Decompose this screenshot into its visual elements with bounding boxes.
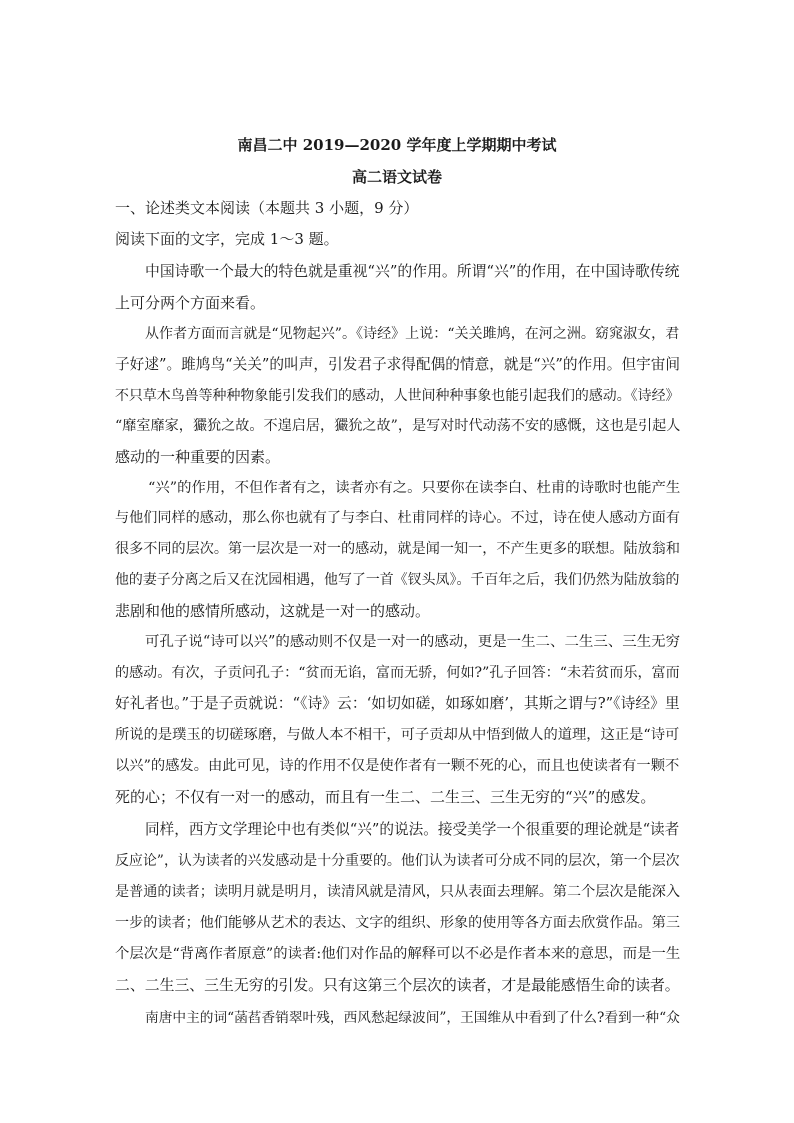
passage-line: 感动的一种重要的因素。: [115, 448, 281, 466]
passage-line: 是普通的读者；读明月就是明月，读清风就是清风，只从表面去理解。第二个层次是能深入: [115, 884, 681, 900]
passage-line: 一步的读者；他们能够从艺术的表达、文字的组织、形象的使用等各方面去欣赏作品。第三: [115, 915, 681, 931]
passage-line: 所说的是璞玉的切磋琢磨，与做人本不相干，可子贡却从中悟到做人的道理，这正是“诗可: [115, 727, 680, 743]
passage-line: 与他们同样的感动，那么你也就有了与李白、杜甫同样的诗心。不过，诗在使人感动方面有: [115, 510, 681, 526]
exam-subtitle: 高二语文试卷: [351, 168, 442, 186]
passage-line: 反应论”，认为读者的兴发感动是十分重要的。他们认为读者可分成不同的层次，第一个层次: [115, 853, 680, 869]
passage-line: “兴”的作用，不但作者有之，读者亦有之。只要你在读李白、杜甫的诗歌时也能产生: [148, 480, 681, 496]
passage-line: 好礼者也。”于是子贡就说：“《诗》云：‘如切如磋，如琢如磨’，其斯之谓与?”《诗经》里: [115, 695, 680, 712]
exam-title: 南昌二中 2019—2020 学年度上学期期中考试: [237, 136, 557, 154]
passage-line: 个层次是“背离作者原意”的读者:他们对作品的解释可以不必是作者本来的意思，而是一生: [115, 946, 681, 962]
passage-line: 他的妻子分离之后又在沈园相遇，他写了一首《钗头凤》。千百年之后，我们仍然为陆放翁的: [115, 572, 680, 588]
passage-line: 南唐中主的词“菡萏香销翠叶残，西风愁起绿波间”，王国维从中看到了什么?看到一种“众: [145, 1010, 680, 1026]
passage-line: 很多不同的层次。第一层次是一对一的感动，就是闻一知一，不产生更多的联想。陆放翁和: [115, 541, 681, 557]
section-heading: 一、论述类文本阅读（本题共 3 小题，9 分）: [115, 199, 419, 217]
instruction-text: 阅读下面的文字，完成 1～3 题。: [115, 230, 339, 248]
passage-line: 可孔子说“诗可以兴”的感动则不仅是一对一的感动，更是一生二、二生三、三生无穷: [145, 634, 681, 650]
passage-line: 子好逑”。雎鸠鸟“关关”的叫声，引发君子求得配偶的情意，就是“兴”的作用。但宇宙间: [115, 356, 681, 373]
passage-line: 悲剧和他的感情所感动，这就是一对一的感动。: [115, 602, 431, 620]
passage-line: 不只草木鸟兽等种种物象能引发我们的感动，人世间种种事象也能引起我们的感动。《诗经》: [115, 388, 680, 404]
passage-line: 死的心；不仅有一对一的感动，而且有一生二、二生三、三生无穷的“兴”的感发。: [115, 788, 656, 806]
passage-line: 同样，西方文学理论中也有类似“兴”的说法。接受美学一个很重要的理论就是“读者: [145, 821, 680, 838]
passage-line: “靡室靡家，玁狁之故。不遑启居，玁狁之故”，是写对时代动荡不安的感慨，这也是引起人: [115, 418, 681, 434]
passage-line: 上可分两个方面来看。: [115, 294, 266, 312]
passage-line: 二、二生三、三生无穷的引发。只有这第三个层次的读者，才是最能感悟生命的读者。: [115, 976, 680, 994]
passage-line: 的感动。有次，子贡问孔子：“贫而无谄，富而无骄，何如?”孔子回答：“未若贫而乐，富而: [115, 665, 680, 681]
passage-line: 从作者方面而言就是“见物起兴”。《诗经》上说：“关关雎鸠，在河之洲。窈窕淑女，君: [145, 326, 680, 342]
passage-line: 中国诗歌一个最大的特色就是重视“兴”的作用。所谓“兴”的作用，在中国诗歌传统: [145, 263, 680, 280]
passage-line: 以兴”的感发。由此可见，诗的作用不仅是使作者有一颗不死的心，而且也使读者有一颗不: [115, 758, 680, 774]
